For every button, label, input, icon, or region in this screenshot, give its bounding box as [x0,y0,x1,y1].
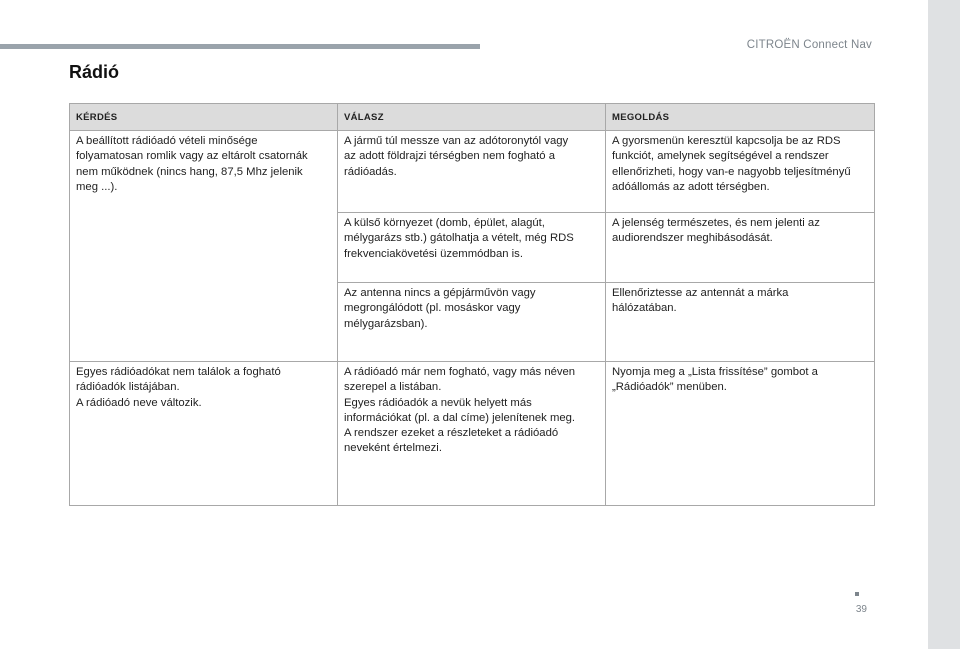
header-solution: MEGOLDÁS [606,104,875,131]
page-number: 39 [855,604,867,615]
solution-cell: Ellenőriztesse az antennát a márka hálózatában. [606,283,875,362]
answer-cell: A jármű túl messze van az adótoronytól vagy az adott földrajzi térségben nem fogható a rádióadás. [338,131,606,213]
brand-label: CITROËN Connect Nav [746,39,872,51]
table-row [70,131,875,213]
faq-table-container [69,103,874,506]
solution-cell: A jelenség természetes, és nem jelenti az audiorendszer meghibásodását. [606,213,875,283]
header-question: KÉRDÉS [70,104,338,131]
table-row [70,362,875,506]
header-answer: VÁLASZ [338,104,606,131]
page-side-strip [928,0,960,649]
solution-cell: A gyorsmenün keresztül kapcsolja be az RDS funkciót, amelynek segítségével a rendszer ellenőrizheti, hogy van-e nagyobb teljesítményű adóállomás az adott térségben. [606,131,875,213]
faq-table [69,103,875,506]
page-marker [855,592,859,596]
page-title: Rádió [69,62,120,82]
answer-cell: A külső környezet (domb, épület, alagút, mélygarázs stb.) gátolhatja a vételt, még RDS frekvenciakövetési üzemmódban is. [338,213,606,283]
question-cell: A beállított rádióadó vételi minősége folyamatosan romlik vagy az eltárolt csatornák nem működnek (nincs hang, 87,5 Mhz jelenik meg ...). [70,131,338,362]
header-rule [0,44,480,49]
answer-cell: A rádióadó már nem fogható, vagy más néven szerepel a listában. Egyes rádióadók a nevük helyett más információkat (pl. a dal címe) jelenítenek meg. A rendszer ezeket a részleteket a rádióadó neveként értelmezi. [338,362,606,506]
table-header-row [70,104,875,131]
question-cell: Egyes rádióadókat nem találok a fogható rádióadók listájában. A rádióadó neve változik. [70,362,338,506]
solution-cell: Nyomja meg a „Lista frissítése” gombot a „Rádióadók” menüben. [606,362,875,506]
answer-cell: Az antenna nincs a gépjárművön vagy megrongálódott (pl. mosáskor vagy mélygarázsban). [338,283,606,362]
